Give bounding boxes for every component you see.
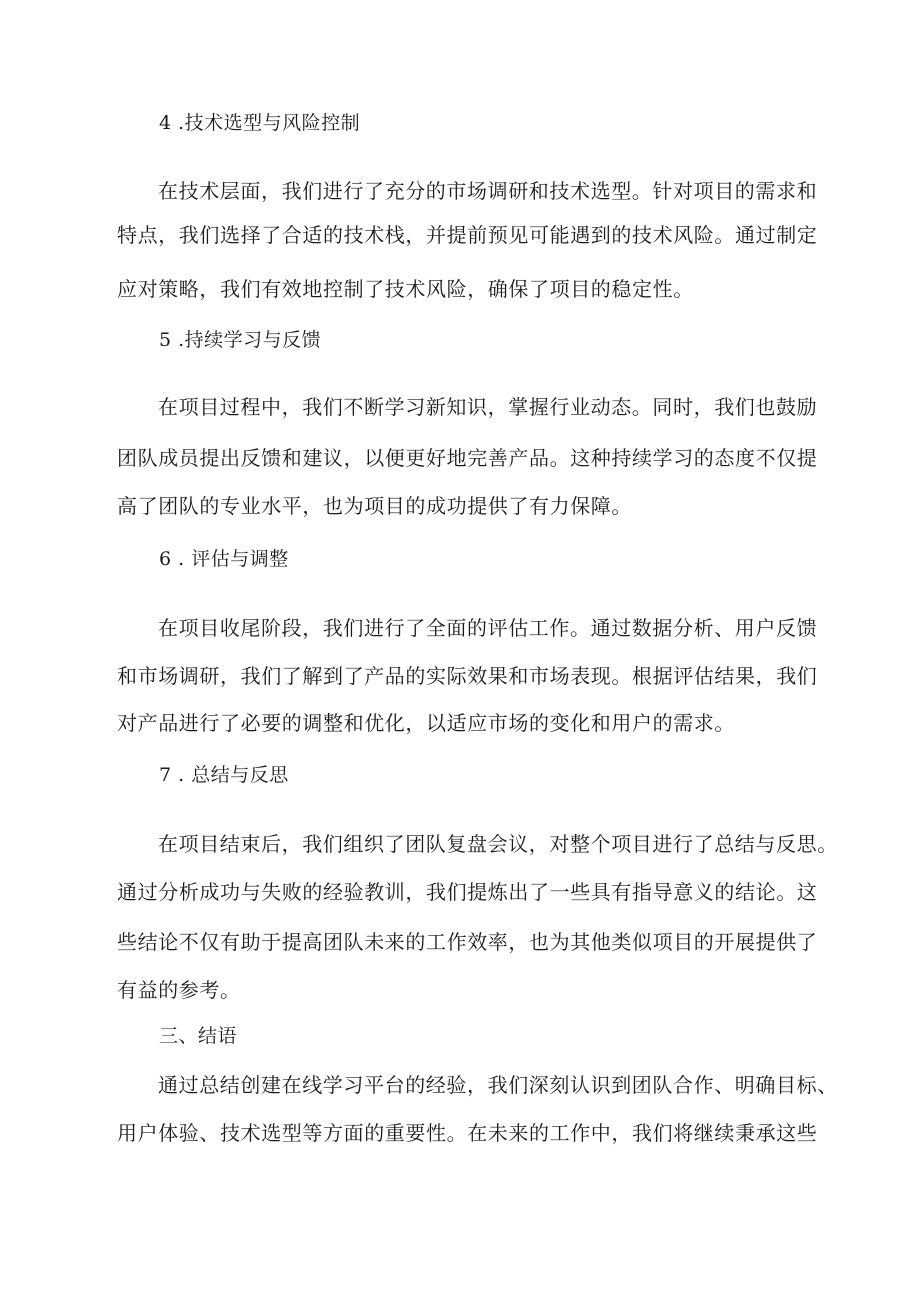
- section-7-line-1: 在项目结束后，我们组织了团队复盘会议，对整个项目进行了总结与反思。: [158, 832, 838, 856]
- section-6-line-2: 和市场调研，我们了解到了产品的实际效果和市场表现。根据评估结果，我们: [117, 664, 818, 688]
- section-4-line-1: 在技术层面，我们进行了充分的市场调研和技术选型。针对项目的需求和: [158, 179, 818, 203]
- section-5-line-2: 团队成员提出反馈和建议，以便更好地完善产品。这种持续学习的态度不仅提: [117, 446, 818, 470]
- section-4-line-2: 特点，我们选择了合适的技术栈，并提前预见可能遇到的技术风险。通过制定: [117, 223, 818, 247]
- section-heading-7: 7 . 总结与反思: [159, 764, 289, 786]
- conclusion-line-2: 用户体验、技术选型等方面的重要性。在未来的工作中，我们将继续秉承这些: [117, 1121, 818, 1145]
- section-heading-6: 6 . 评估与调整: [159, 548, 289, 570]
- section-7-line-2: 通过分析成功与失败的经验教训，我们提炼出了一些具有指导意义的结论。这: [117, 880, 818, 904]
- section-5-line-3: 高了团队的专业水平，也为项目的成功提供了有力保障。: [117, 494, 632, 518]
- section-heading-5: 5 .持续学习与反馈: [159, 329, 322, 351]
- section-5-line-1: 在项目过程中，我们不断学习新知识，掌握行业动态。同时，我们也鼓励: [158, 395, 818, 419]
- section-6-line-1: 在项目收尾阶段，我们进行了全面的评估工作。通过数据分析、用户反馈: [158, 616, 818, 640]
- conclusion-line-1: 通过总结创建在线学习平台的经验，我们深刻认识到团队合作、明确目标、: [158, 1073, 838, 1097]
- section-6-line-3: 对产品进行了必要的调整和优化，以适应市场的变化和用户的需求。: [117, 711, 735, 735]
- section-heading-4: 4 .技术选型与风险控制: [159, 112, 361, 134]
- section-7-line-3: 些结论不仅有助于提高团队未来的工作效率，也为其他类似项目的开展提供了: [117, 930, 818, 954]
- section-heading-conclusion: 三、结语: [159, 1025, 238, 1047]
- section-4-line-3: 应对策略，我们有效地控制了技术风险，确保了项目的稳定性。: [117, 277, 694, 301]
- section-7-line-4: 有益的参考。: [117, 978, 241, 1002]
